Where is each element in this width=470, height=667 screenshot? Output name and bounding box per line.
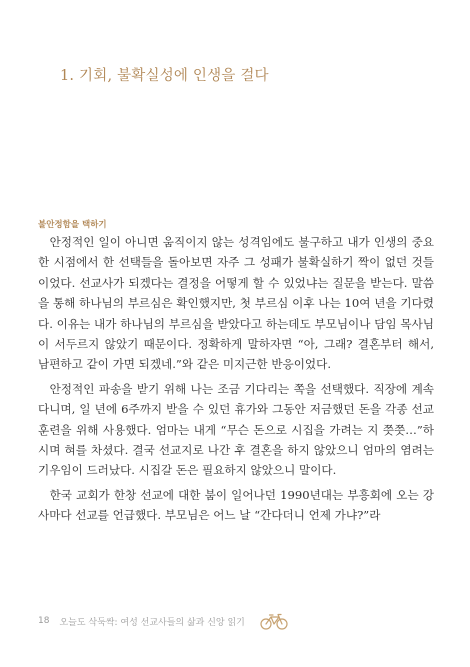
section-label: 불안정함을 택하기 — [38, 220, 107, 230]
chapter-title: 1. 기회, 불확실성에 인생을 걸다 — [60, 68, 269, 84]
body-text — [38, 232, 434, 526]
paragraph-3: 한국 교회가 한창 선교에 대한 붐이 일어나던 1990년대는 부흥회에 오는 강사마다 선교를 언급했다. 부모님은 어느 날 “간다더니 언제 가냐?”라 — [38, 487, 434, 523]
paragraph-1: 안정적인 일이 아니면 움직이지 않는 성격임에도 불구하고 내가 인생의 중요한 시점에서 한 선택들을 돌아보면 자주 그 성패가 불확실하기 짝이 없던 것들이었다. 선교사가 되겠다는 결정을 어떻게 할 수 있었냐는 질문을 받는다. 말씀을 통해 하나님의 부르심은 확인했지만, 첫 부르심 이후 나는 10여 년을 기다렸다. 이유는 내가 하나님의 부르심을 받았다고 하는데도 부모님이나 담임 목사님이 서두르지 않았기 때문이다. 정확하게 말하자면 “아, 그래? 결혼부터 해서, 남편하고 같이 가면 되겠네.”와 같은 미지근한 반응이었다. — [38, 235, 434, 372]
page-number: 18 — [38, 616, 50, 626]
running-title: 오늘도 삭둑싹: 여성 선교사들의 삶과 신앙 읽기 — [59, 617, 245, 628]
paragraph-2: 안정적인 파송을 받기 위해 나는 조금 기다리는 쪽을 선택했다. 직장에 계속 다니며, 일 년에 6주까지 받을 수 있던 휴가와 그동안 저금했던 돈을 각종 선교 훈련을 위해 사용했다. 엄마는 내게 “무슨 돈으로 시집을 가려는 지 쯧쯧…”하시며 혀를 차셨다. 결국 선교지로 나간 후 결혼을 하지 않았으니 엄마의 염려는 기우임이 드러났다. 시집갈 돈은 필요하지 않았으니 말이다. — [38, 381, 434, 478]
bicycle-icon — [259, 612, 289, 630]
page-footer — [38, 612, 289, 630]
